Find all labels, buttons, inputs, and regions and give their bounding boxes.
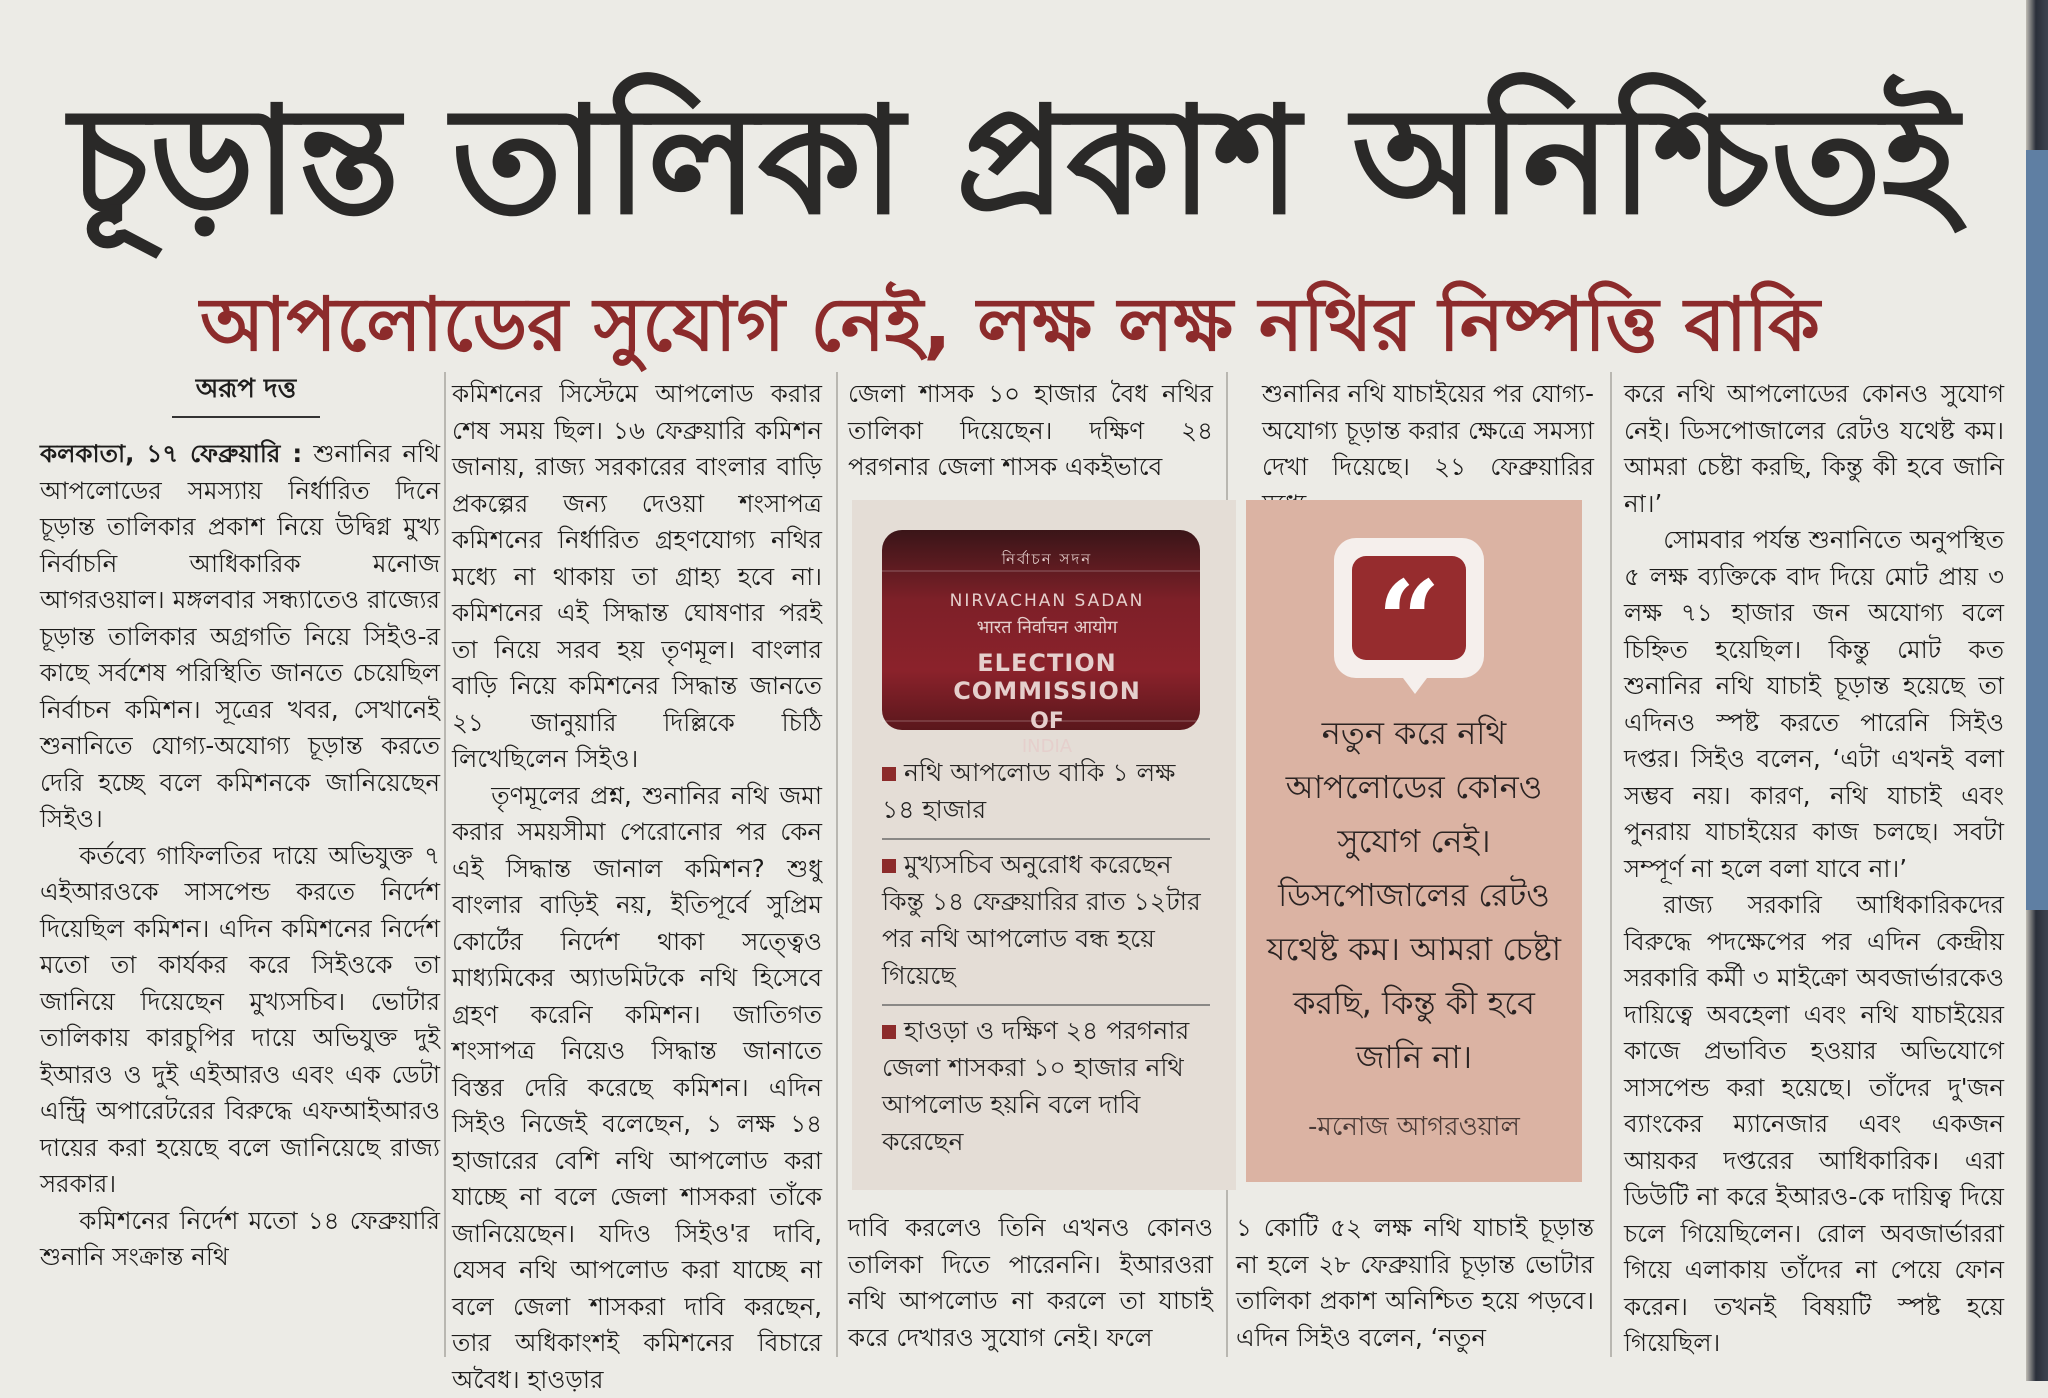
quote-box xyxy=(1246,500,1582,1182)
column-rule xyxy=(836,372,838,1357)
article-paragraph: করে নথি আপলোডের কোনও সুযোগ নেই। ডিসপোজালের রেটও যথেষ্ট কম। আমরা চেষ্টা করছি, কিন্তু কী হবে জানি না।’ xyxy=(1624,376,2004,522)
article-paragraph: সোমবার পর্যন্ত শুনানিতে অনুপস্থিত ৫ লক্ষ ব্যক্তিকে বাদ দিয়ে মোট প্রায় ৩ লক্ষ ৭১ হাজার জন অযোগ্য বলে চিহ্নিত হয়েছিল। কিন্তু মোট কত শুনানির নথি যাচাই চূড়ান্ত হয়েছে তা এদিনও স্পষ্ট করতে পারেনি সিইও দপ্তর। সিইও বলেন, ‘এটা এখনই বলা সম্ভব নয়। কারণ, নথি যাচাই এবং পুনরায় যাচাইয়ের কাজ চলছে। সবটা সম্পূর্ণ না হলে বলা যাবে না।’ xyxy=(1624,522,2004,887)
highlight-item xyxy=(882,840,1210,1006)
article-paragraph: জেলা শাসক ১০ হাজার বৈধ নথির তালিকা দিয়েছেন। দক্ষিণ ২৪ পরগনার জেলা শাসক একইভাবে xyxy=(848,376,1213,486)
quote-attribution: -মনোজ আগরওয়াল xyxy=(1260,1106,1568,1150)
sign-line: NIRVACHAN SADAN xyxy=(922,591,1172,611)
election-commission-photo xyxy=(882,530,1200,730)
article-paragraph: তৃণমূলের প্রশ্ন, শুনানির নথি জমা করার সময়সীমা পেরোনোর পর কেন এই সিদ্ধান্ত জানাল কমিশন? শুধু বাংলার বাড়িই নয়, ইতিপূর্বে সুপ্রিম কোর্টের নির্দেশ থাকা সত্ত্বেও মাধ্যমিকের অ্যাডমিটকে নথি হিসেবে গ্রহণ করেনি কমিশন। জাতিগত শংসাপত্র নিয়েও সিদ্ধান্ত জানাতে বিস্তর দেরি করেছে কমিশন। এদিন সিইও নিজেই বলেছেন, ১ লক্ষ ১৪ হাজারের বেশি নথি আপলোড করা যাচ্ছে না বলে জেলা শাসকরা তাঁকে জানিয়েছেন। যদিও সিইও'র দাবি, যেসব নথি আপলোড করা যাচ্ছে না বলে জেলা শাসকরা দাবি করছেন, তার অধিকাংশই কমিশনের বিচারে অবৈধ। হাওড়ার xyxy=(452,778,822,1398)
highlight-item xyxy=(882,1006,1210,1170)
subheadline: আপলোডের সুযোগ নেই, লক্ষ লক্ষ নথির নিষ্পত্তি বাকি xyxy=(150,270,1870,380)
dateline: কলকাতা, ১৭ ফেব্রুয়ারি : xyxy=(40,439,302,468)
highlight-text: মুখ্যসচিব অনুরোধ করেছেন কিন্তু ১৪ ফেব্রুয়ারির রাত ১২টার পর নথি আপলোড বন্ধ হয়ে গিয়েছে xyxy=(882,850,1201,990)
sign-line: भारत निर्वाचन आयोग xyxy=(922,615,1172,639)
article-paragraph: রাজ্য সরকারি আধিকারিকদের বিরুদ্ধে পদক্ষেপের পর এদিন কেন্দ্রীয় সরকারি কর্মী ৩ মাইক্রো অবজার্ভারকেও দায়িত্বে অবহেলা এবং নথি যাচাইয়ের কাজে প্রভাবিত হওয়ার অভিযোগে সাসপেন্ড করা হয়েছে। তাঁদের দু'জন ব্যাংকের ম্যানেজার এবং একজন আয়কর দপ্তরের আধিকারিক। এরা ডিউটি না করে ইআরও-কে দায়িত্ব দিয়ে চলে গিয়েছিলেন। রোল অবজার্ভাররা গিয়ে এলাকায় তাঁদের না পেয়ে ফোন করেন। তখনই বিষয়টি স্পষ্ট হয়ে গিয়েছিল। xyxy=(1624,887,2004,1362)
sign-line: ELECTION COMMISSION xyxy=(922,649,1172,705)
sign-line: OF xyxy=(922,709,1172,734)
article-paragraph: কমিশনের নির্দেশ মতো ১৪ ফেব্রুয়ারি শুনানি সংক্রান্ত নথি xyxy=(40,1203,440,1276)
article-column-4-bottom xyxy=(1236,1210,1594,1356)
article-paragraph: শুনানির নথি যাচাইয়ের পর যোগ্য-অযোগ্য চূড়ান্ত করার ক্ষেত্রে সমস্যা দেখা দিয়েছে। ২১ ফেব্রুয়ারির xyxy=(1262,376,1594,522)
article-column-5 xyxy=(1624,376,2004,1362)
quote-mark: “ xyxy=(1352,556,1466,660)
article-column-3-bottom xyxy=(848,1210,1213,1356)
pull-quote-text: নতুন করে নথি আপলোডের কোনও সুযোগ নেই। ডিসপোজালের রেটও যথেষ্ট কম। আমরা চেষ্টা করছি, কিন্তু কী হবে জানি না। xyxy=(1260,706,1568,1084)
highlights-box xyxy=(852,500,1236,1190)
highlight-text: হাওড়া ও দক্ষিণ ২৪ পরগনার জেলা শাসকরা ১০ হাজার নথি আপলোড হয়নি বলে দাবি করেছেন xyxy=(882,1016,1189,1156)
byline: অরূপ দত্ত xyxy=(172,368,320,418)
highlights-list xyxy=(882,748,1210,1170)
article-paragraph: কমিশনের সিস্টেমে আপলোড করার শেষ সময় ছিল। ১৬ ফেব্রুয়ারি কমিশন জানায়, রাজ্য সরকারের বাংলার বাড়ি প্রকল্পের জন্য দেওয়া শংসাপত্র কমিশনের নির্ধারিত গ্রহণযোগ্য নথির মধ্যে না থাকায় তা গ্রাহ্য হবে না। কমিশনের এই সিদ্ধান্ত ঘোষণার পরই তা নিয়ে সরব হয় তৃণমূল। বাংলার বাড়ি নিয়ে কমিশনের সিদ্ধান্ত জানতে ২১ জানুয়ারি দিল্লিকে চিঠি লিখেছিলেন সিইও। xyxy=(452,376,822,778)
bullet-square-icon xyxy=(882,767,896,781)
column-rule xyxy=(1610,372,1612,1357)
article-paragraph: ১ কোটি ৫২ লক্ষ নথি যাচাই চূড়ান্ত না হলে ২৮ ফেব্রুয়ারি চূড়ান্ত ভোটার তালিকা প্রকাশ অনিশ্চিত হয়ে পড়বে। এদিন সিইও বলেন, ‘নতুন xyxy=(1236,1210,1594,1356)
column-rule xyxy=(444,372,446,1357)
adjacent-page-edge xyxy=(2026,0,2048,1381)
article-paragraph: দাবি করলেও তিনি এখনও কোনও তালিকা দিতে পারেননি। ইআরওরা নথি আপলোড না করলে তা যাচাই করে দেখারও সুযোগ নেই। ফলে xyxy=(848,1210,1213,1356)
quote-icon-tail xyxy=(1400,674,1430,694)
headline: চূড়ান্ত তালিকা প্রকাশ অনিশ্চিতই xyxy=(34,30,1994,290)
article-paragraph xyxy=(40,436,440,838)
article-column-3-top xyxy=(848,376,1213,486)
quote-icon xyxy=(1334,538,1484,678)
highlight-item xyxy=(882,748,1210,840)
sign-line: INDIA xyxy=(922,736,1172,757)
article-paragraph: কর্তব্যে গাফিলতির দায়ে অভিযুক্ত ৭ এইআরওকে সাসপেন্ড করতে নির্দেশ দিয়েছিল কমিশন। এদিন কমিশনের নির্দেশ মতো তা কার্যকর করে সিইওকে তা জানিয়ে দিয়েছেন মুখ্যসচিব। ভোটার তালিকায় কারচুপির দায়ে অভিযুক্ত দুই ইআরও ও দুই এইআরও এবং এক ডেটা এন্ট্রি অপারেটরের বিরুদ্ধে এফআইআরও দায়ের করা হয়েছে বলে জানিয়েছে রাজ্য সরকার। xyxy=(40,838,440,1203)
sign-line: নির্বাচন সদন xyxy=(922,548,1172,573)
article-column-1 xyxy=(40,436,440,1276)
highlight-text: নথি আপলোড বাকি ১ লক্ষ ১৪ হাজার xyxy=(882,758,1175,824)
paragraph-text: শুনানির নথি আপলোডের সমস্যায় নির্ধারিত দিনে চূড়ান্ত তালিকার প্রকাশ নিয়ে উদ্বিগ্ন মুখ্য নির্বাচনি আধিকারিক মনোজ আগরওয়াল। মঙ্গলবার সন্ধ্যাতেও রাজ্যের চূড়ান্ত তালিকার অগ্রগতি নিয়ে সিইও-র কাছে সর্বশেষ পরিস্থিতি জানতে চেয়েছিল নির্বাচন কমিশন। সূত্রের খবর, সেখানেই শুনানিতে যোগ্য-অযোগ্য চূড়ান্ত করতে দেরি হচ্ছে বলে কমিশনকে জানিয়েছেন সিইও। xyxy=(40,439,440,833)
bullet-square-icon xyxy=(882,859,896,873)
photo-sign-text xyxy=(922,548,1172,757)
article-column-2 xyxy=(452,376,822,1398)
bullet-square-icon xyxy=(882,1025,896,1039)
